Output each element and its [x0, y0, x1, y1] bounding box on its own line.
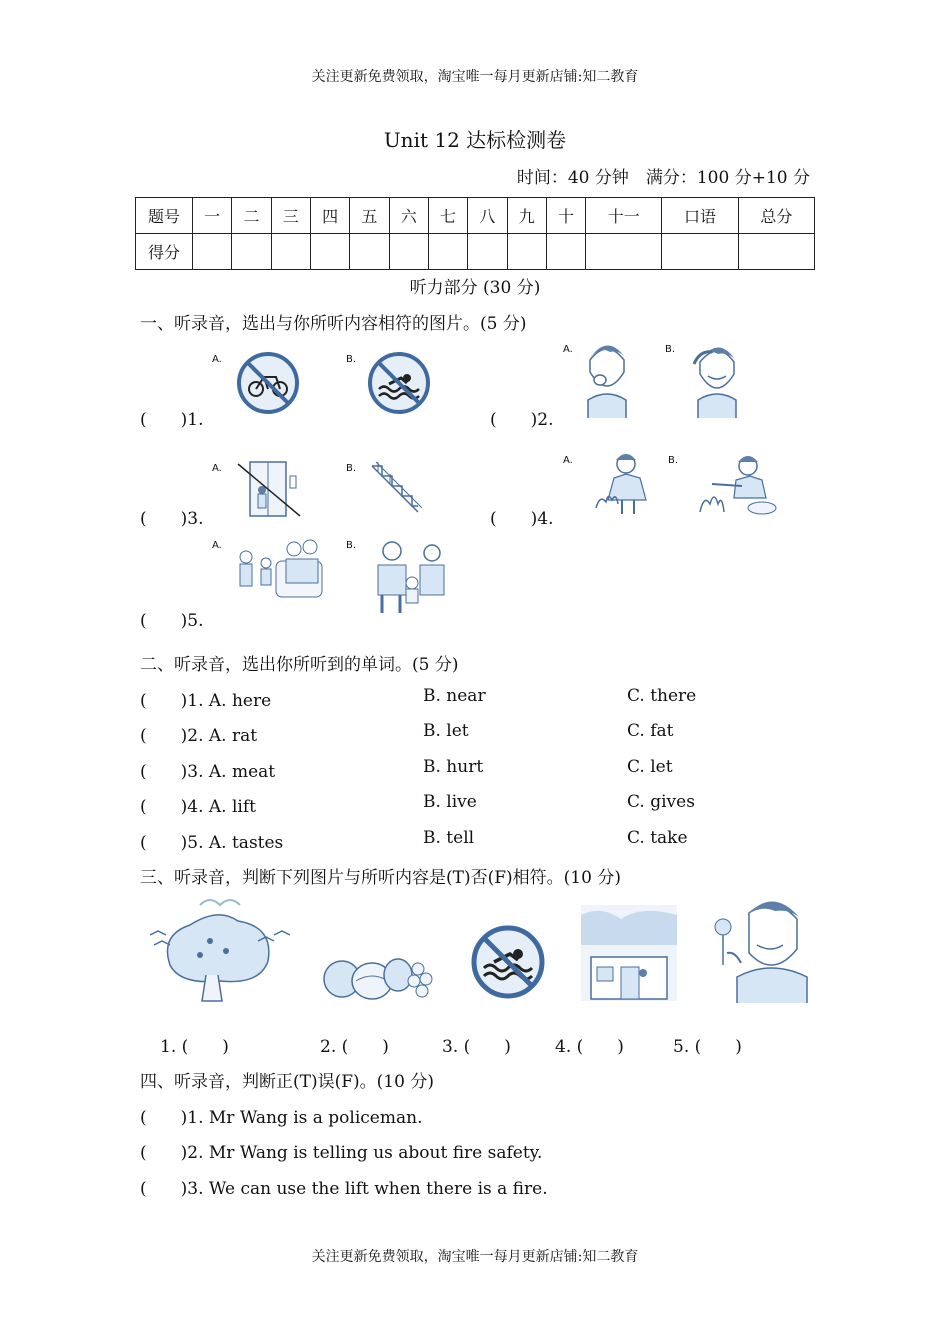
table-cell: 十一 — [586, 198, 662, 234]
listening-title: 听力部分 (30 分) — [409, 278, 541, 298]
score-input-cell[interactable] — [507, 234, 546, 270]
exam-meta: 时间：40 分钟 满分：100 分+10 分 — [516, 168, 810, 188]
section3-title: 三、听录音，判断下列图片与所听内容是(T)否(F)相符。(10 分) — [140, 868, 621, 888]
no-swimming-sign-image — [367, 351, 431, 415]
option-label: A. — [212, 463, 222, 474]
stairs-image — [368, 460, 422, 518]
tf-statement[interactable]: ( )3. We can use the lift when there is a fire. — [140, 1179, 548, 1199]
table-cell: 九 — [507, 198, 546, 234]
score-table-header-row — [136, 198, 815, 234]
score-input-cell[interactable] — [389, 234, 428, 270]
table-cell: 总分 — [738, 198, 814, 234]
score-input-cell[interactable] — [546, 234, 585, 270]
option-label: A. — [212, 540, 222, 551]
boy-smelling-flower-image — [707, 893, 815, 1003]
girl-roasting-by-campfire-image — [692, 450, 778, 518]
table-cell: 七 — [428, 198, 467, 234]
word-choice-b[interactable]: B. live — [423, 792, 477, 812]
no-bicycle-sign-image — [236, 351, 300, 415]
no-swimming-sign-image — [470, 924, 546, 1000]
score-input-cell[interactable] — [310, 234, 349, 270]
table-cell: 四 — [310, 198, 349, 234]
section1-title: 一、听录音，选出与你所听内容相符的图片。(5 分) — [140, 314, 527, 334]
score-table-score-row — [136, 234, 815, 270]
option-label: B. — [346, 354, 357, 365]
score-input-cell[interactable] — [350, 234, 389, 270]
tf-answer-2[interactable]: 2. ( ) — [320, 1037, 389, 1057]
tf-statement[interactable]: ( )1. Mr Wang is a policeman. — [140, 1108, 423, 1128]
score-input-cell[interactable] — [468, 234, 507, 270]
word-choice-b[interactable]: B. hurt — [423, 757, 484, 777]
word-choice-b[interactable]: B. near — [423, 686, 486, 706]
tf-answer-1[interactable]: 1. ( ) — [160, 1037, 229, 1057]
answer-blank-4[interactable]: ( )4. — [490, 509, 554, 529]
table-cell: 二 — [232, 198, 271, 234]
option-label: A. — [212, 354, 222, 365]
option-label: A. — [563, 344, 573, 355]
score-input-cell[interactable] — [428, 234, 467, 270]
score-input-cell[interactable] — [662, 234, 738, 270]
page-title: Unit 12 达标检测卷 — [383, 128, 567, 152]
family-walking-image — [370, 537, 454, 617]
word-choice-c[interactable]: C. gives — [627, 792, 695, 812]
table-cell: 一 — [193, 198, 232, 234]
option-label: B. — [346, 540, 357, 551]
word-choice-c[interactable]: C. there — [627, 686, 697, 706]
option-label: B. — [665, 344, 676, 355]
option-label: A. — [563, 455, 573, 466]
table-cell: 得分 — [136, 234, 193, 270]
answer-blank-5[interactable]: ( )5. — [140, 611, 204, 631]
table-cell: 八 — [468, 198, 507, 234]
boy-hand-on-head-image — [690, 340, 742, 418]
word-choice-item[interactable]: ( )4. A. lift — [140, 797, 256, 817]
score-input-cell[interactable] — [738, 234, 814, 270]
tf-answer-5[interactable]: 5. ( ) — [673, 1037, 742, 1057]
answer-blank-3[interactable]: ( )3. — [140, 509, 204, 529]
word-choice-item[interactable]: ( )5. A. tastes — [140, 833, 284, 853]
score-table — [135, 197, 815, 270]
girl-near-fire-image — [592, 450, 656, 518]
answer-blank-2[interactable]: ( )2. — [490, 410, 554, 430]
word-choice-b[interactable]: B. tell — [423, 828, 475, 848]
house-under-tree-image — [581, 905, 677, 1001]
family-watching-image — [236, 537, 324, 607]
table-cell: 口语 — [662, 198, 738, 234]
table-cell: 题号 — [136, 198, 193, 234]
score-input-cell[interactable] — [232, 234, 271, 270]
table-cell: 十 — [546, 198, 585, 234]
option-label: B. — [346, 463, 357, 474]
word-choice-item[interactable]: ( )2. A. rat — [140, 726, 258, 746]
word-choice-c[interactable]: C. let — [627, 757, 673, 777]
lift-crossed-out-image — [236, 460, 302, 518]
answer-blank-1[interactable]: ( )1. — [140, 410, 204, 430]
section4-title: 四、听录音，判断正(T)误(F)。(10 分) — [140, 1072, 434, 1092]
table-cell: 三 — [271, 198, 310, 234]
word-choice-c[interactable]: C. take — [627, 828, 688, 848]
score-input-cell[interactable] — [586, 234, 662, 270]
table-cell: 五 — [350, 198, 389, 234]
option-label: B. — [668, 455, 679, 466]
section2-title: 二、听录音，选出你所听到的单词。(5 分) — [140, 655, 459, 675]
tree-with-birds-image — [140, 895, 300, 1003]
tf-statement[interactable]: ( )2. Mr Wang is telling us about fire safety. — [140, 1143, 543, 1163]
word-choice-item[interactable]: ( )1. A. here — [140, 691, 272, 711]
table-cell: 六 — [389, 198, 428, 234]
tf-answer-4[interactable]: 4. ( ) — [555, 1037, 624, 1057]
word-choice-b[interactable]: B. let — [423, 721, 469, 741]
word-choice-item[interactable]: ( )3. A. meat — [140, 762, 276, 782]
footer-note: 关注更新免费领取，淘宝唯一每月更新店铺:知二教育 — [311, 1249, 639, 1265]
header-note: 关注更新免费领取，淘宝唯一每月更新店铺:知二教育 — [311, 69, 639, 85]
score-input-cell[interactable] — [193, 234, 232, 270]
boy-hand-on-mouth-image — [582, 340, 632, 418]
score-input-cell[interactable] — [271, 234, 310, 270]
word-choice-c[interactable]: C. fat — [627, 721, 674, 741]
fruits-image — [320, 935, 436, 1003]
tf-answer-3[interactable]: 3. ( ) — [442, 1037, 511, 1057]
